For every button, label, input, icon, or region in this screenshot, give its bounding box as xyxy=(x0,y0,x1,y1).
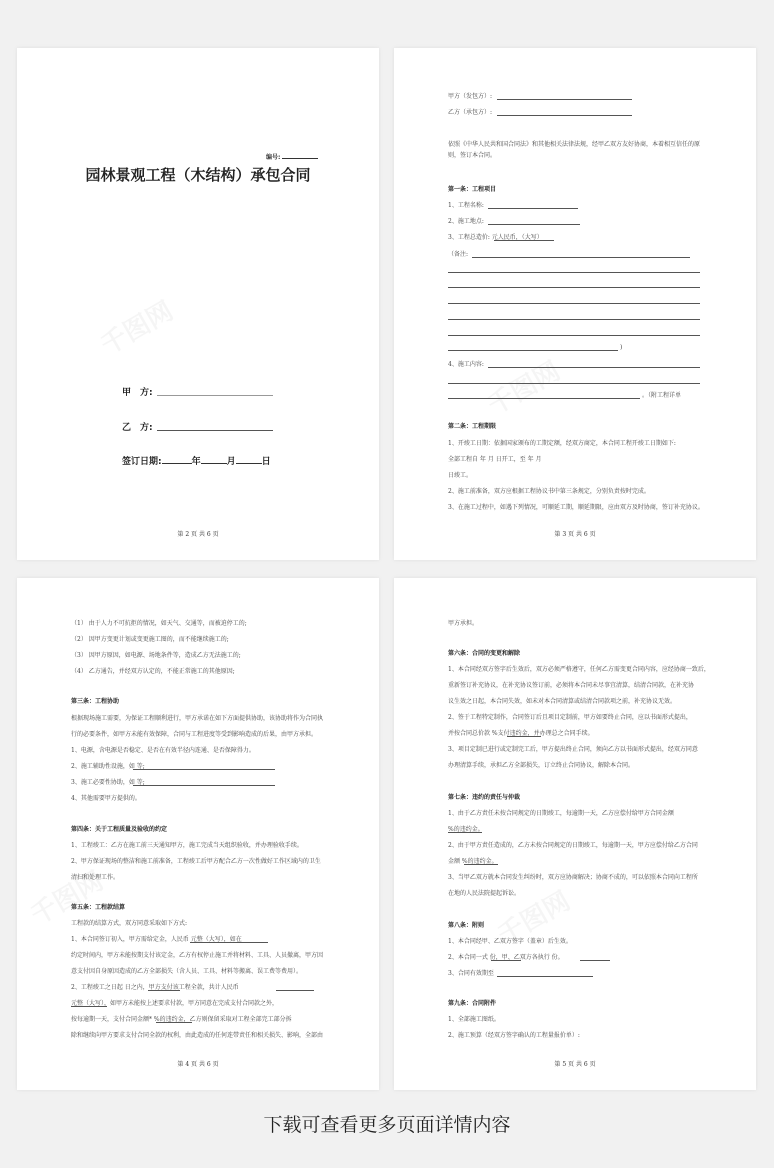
text-line: （3） 因甲方原因，如电源、场地条件等，造成乙方无法施工的; xyxy=(71,652,241,659)
page-4 xyxy=(17,578,379,1090)
text-line: 按每逾期一天，支付合同金额* %的违约金，乙方则保留采取对工程全部完工部分拆 xyxy=(71,1016,292,1023)
page-5 xyxy=(394,578,756,1090)
section-heading: 第五条：工程款结算 xyxy=(71,904,126,911)
text-line: 1、工程名称: xyxy=(448,202,484,209)
contract-number: 编号: xyxy=(266,152,318,161)
watermark xyxy=(93,291,179,362)
page-footer: 第 3 页 共 6 页 xyxy=(554,531,596,538)
text-line: 1、本合同签订初入，甲方需给定金，人民币 元整（大写），如在 xyxy=(71,936,242,943)
text-line: 1、由于乙方责任未按合同规定的日期竣工，每逾期一天，乙方应偿付给甲方合同金额 xyxy=(448,810,674,817)
text-line: 依照《中华人民共和国合同法》和其他相关法律法规，经甲乙双方友好协商，本着相互信任的原 xyxy=(448,141,701,148)
text-line: 2、甲方保证现场的整洁和施工前准备，工程竣工后甲方配合乙方一次性做好工作区域内的卫生 xyxy=(71,858,321,865)
text-line: 2、施工预算（经双方签字确认的工程量报价单）: xyxy=(448,1032,580,1039)
text-line: （备注: xyxy=(448,251,469,258)
text-line: 日竣工。 xyxy=(448,472,473,479)
text-line: 议生效之日起，本合同失效，如未对本合同清算或结清合同款项之前，补充协议无效。 xyxy=(448,698,677,705)
text-line: 工程款的结算方式，双方同意采取如下方式: xyxy=(71,920,188,927)
text-line: 在地的人民法院提起诉讼。 xyxy=(448,890,521,897)
download-caption: 下载可查看更多页面详情内容 xyxy=(263,1114,511,1136)
text-line: 1、工程竣工：乙方在施工前三天通知甲方，施工完成当天组织验收，并办理验收手续。 xyxy=(71,842,303,849)
text-line: 办理清算手续，承担乙方全部损失，订立终止合同协议，解除本合同。 xyxy=(448,762,635,769)
text-line: 则，签订本合同。 xyxy=(448,152,497,159)
section-heading: 第四条：关于工程质量及验收的约定 xyxy=(71,826,168,833)
text-line: 元整（大写），如甲方未能按上述要求付款，甲方同意在完成支付合同款之外， xyxy=(71,1000,279,1007)
text-line: 金额 %的违约金。 xyxy=(448,858,498,865)
section-heading: 第三条：工程协助 xyxy=(71,698,120,705)
text-line: 4、施工内容: xyxy=(448,361,484,368)
text-line: 2、施工前准备，双方应根据工程协议书中第三条规定，分别负责按时完成。 xyxy=(448,488,650,495)
page-title: 园林景观工程（木结构）承包合同 xyxy=(85,166,311,184)
watermark xyxy=(480,351,566,422)
text-line: 1、电源，含电源是否稳定、是否在有效半径内连通、是否保障得力。 xyxy=(71,747,255,754)
sign-date-line: 签订日期: 年 月 日 xyxy=(122,457,271,467)
section-heading: 第九条：合同附件 xyxy=(448,1000,497,1007)
text-line: （1） 由于人力不可抗拒的情况，如天气、交通等，而被迫停工的; xyxy=(71,620,247,627)
text-line: 。（附工程详单 xyxy=(642,392,682,399)
text-line: 甲方承担。 xyxy=(448,620,479,627)
section-heading: 第八条：附则 xyxy=(448,922,485,929)
text-line: 除和继续向甲方要求支付合同全款的权利，由此造成的任何连带责任和相关损失、影响，全部由 xyxy=(71,1032,324,1039)
text-line: 3、项目定制已进行或定制完工后，甲方提出终止合同，须向乙方以书面形式提出，经双方同意 xyxy=(448,746,698,753)
text-line: 并按合同总价款 %支付违约金，并办理总之合同手续。 xyxy=(448,730,594,737)
text-line: 意支付因自身原因造成的乙方全部损失（含人员、工具、材料等搬离、误工费等费用）。 xyxy=(71,968,303,975)
text-line: 3、当甲乙双方就本合同发生纠纷时，双方应协商解决；协商不成的，可以依照本合同向工程所 xyxy=(448,874,698,881)
page-cover xyxy=(17,48,379,560)
text-line: 4、其他需要甲方提供的。 xyxy=(71,795,141,802)
text-line: 1、全部施工图纸。 xyxy=(448,1016,500,1023)
text-line: ) xyxy=(620,344,623,351)
text-line: 清扫和处理工作。 xyxy=(71,874,120,881)
text-line: 2、由于甲方责任造成的，乙方未按合同规定的日期竣工，每逾期一天，甲方应偿付给乙方合同 xyxy=(448,842,698,849)
text-line: 行的必要条件，如甲方未能有效保障，合同与工程进度等受到影响造成的后果，由甲方承担。 xyxy=(71,731,318,738)
text-line: 1、本合同经双方签字后生效后，双方必须严格遵守，任何乙方需变更合同内容，应经协商一致后， xyxy=(448,666,710,673)
text-line: 2、工程竣工之日起 日之内，甲方支付该工程全款，共计人民币 xyxy=(71,984,239,991)
text-line: 重新签订补充协议，在补充协议签订前，必须将本合同未尽事宜清算，结清合同款，在补充协 xyxy=(448,682,695,689)
section-heading: 第二条：工程期限 xyxy=(448,423,497,430)
text-line: 乙方（承包方）: xyxy=(448,109,493,116)
text-line: 2、本合同一式 份，甲、乙双方各执行 份。 xyxy=(448,954,564,961)
text-line: 1、本合同经甲、乙双方签字（盖章）后生效。 xyxy=(448,938,572,945)
text-line: 约定时间内，甲方未能按期支付该定金，乙方有权停止施工并将材料、工具、人员撤离，甲方因 xyxy=(71,952,324,959)
text-line: 根据现场施工需要，为保证工程顺利进行，甲方承诺在如下方面提供协助，该协助将作为合同执 xyxy=(71,715,324,722)
text-line: （4） 乙方通告，并经双方认定的，不能正常施工的其他原因; xyxy=(71,668,235,675)
text-line: 3、施工必要性协助，如 等; xyxy=(71,779,145,786)
party-b-line: 乙 方: xyxy=(122,423,153,433)
party-a-line: 甲 方: xyxy=(122,388,153,398)
text-line: 3、合同有效期至 xyxy=(448,970,494,977)
text-line: 1、开竣工日期：依据国家颁布的工期定额，经双方商定，本合同工程开竣工日期如下: xyxy=(448,440,676,447)
text-line: 2、施工辅助性设施，如 等; xyxy=(71,763,145,770)
page-3 xyxy=(394,48,756,560)
text-line: 2、签于工程特定制作，合同签订后且项目定制前，甲方如要终止合同，应以书面形式提出， xyxy=(448,714,692,721)
text-line: （2） 因甲方变更计划或变更施工图的，而不能继续施工的; xyxy=(71,636,229,643)
text-line: 甲方（发包方）: xyxy=(448,93,493,100)
page-footer: 第 2 页 共 6 页 xyxy=(177,531,219,538)
section-heading: 第七条：违约的责任与仲裁 xyxy=(448,794,521,801)
section-heading: 第六条：合同的变更和解除 xyxy=(448,650,521,657)
text-line: 3、在施工过程中，如遇下列情况，可顺延工期，顺延期限，应由双方及时协商，签订补充协议。 xyxy=(448,504,704,511)
page-footer: 第 4 页 共 6 页 xyxy=(177,1061,219,1068)
text-line: 3、工程总造价: 元人民币，（大写） xyxy=(448,234,543,241)
text-line: %的违约金。 xyxy=(448,826,484,833)
section-heading: 第一条：工程项目 xyxy=(448,186,497,193)
page-footer: 第 5 页 共 6 页 xyxy=(554,1061,596,1068)
text-line: 全部工程自 年 月 日开工，至 年 月 xyxy=(448,456,542,463)
text-line: 2、施工地点: xyxy=(448,218,484,225)
